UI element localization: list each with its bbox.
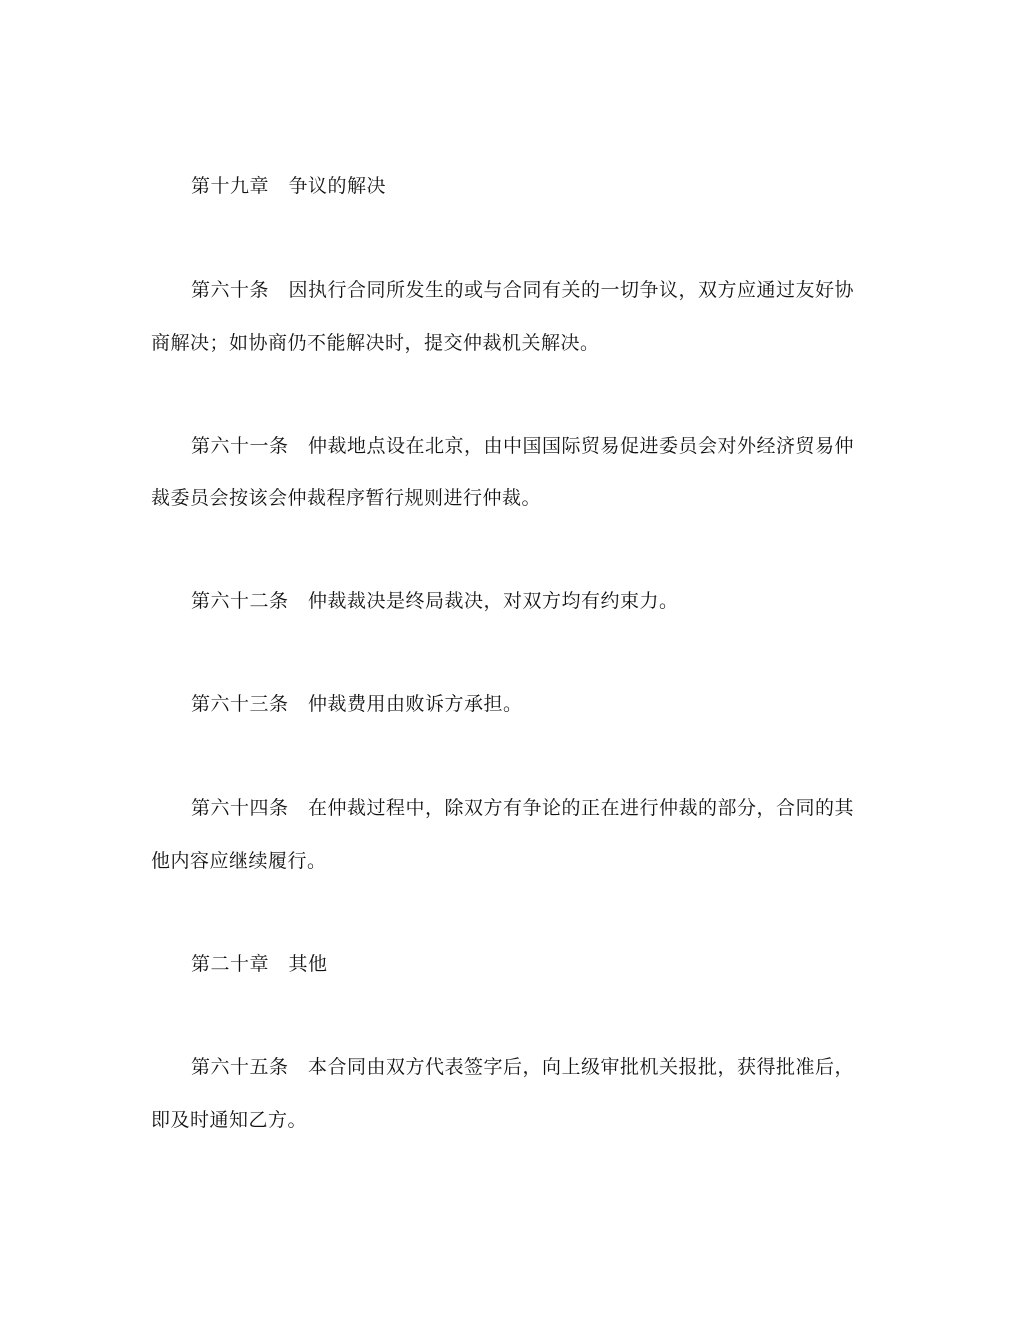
article-61-line-1: 第六十一条 仲裁地点设在北京，由中国国际贸易促进委员会对外经济贸易仲: [191, 435, 855, 457]
chapter-20-heading: 第二十章 其他: [191, 953, 328, 975]
article-64-line-2: 他内容应继续履行。: [151, 850, 327, 872]
article-65-line-1: 第六十五条 本合同由双方代表签字后，向上级审批机关报批，获得批准后，: [191, 1056, 855, 1078]
article-65-line-2: 即及时通知乙方。: [151, 1109, 308, 1131]
article-64-line-1: 第六十四条 在仲裁过程中，除双方有争论的正在进行仲裁的部分，合同的其: [191, 797, 855, 819]
article-63-line-1: 第六十三条 仲裁费用由败诉方承担。: [191, 693, 523, 715]
article-61-line-2: 裁委员会按该会仲裁程序暂行规则进行仲裁。: [151, 487, 542, 509]
article-62-line-1: 第六十二条 仲裁裁决是终局裁决，对双方均有约束力。: [191, 590, 679, 612]
article-60-line-1: 第六十条 因执行合同所发生的或与合同有关的一切争议，双方应通过友好协: [191, 279, 855, 301]
article-60-line-2: 商解决；如协商仍不能解决时，提交仲裁机关解决。: [151, 332, 600, 354]
chapter-19-heading: 第十九章 争议的解决: [191, 175, 387, 197]
